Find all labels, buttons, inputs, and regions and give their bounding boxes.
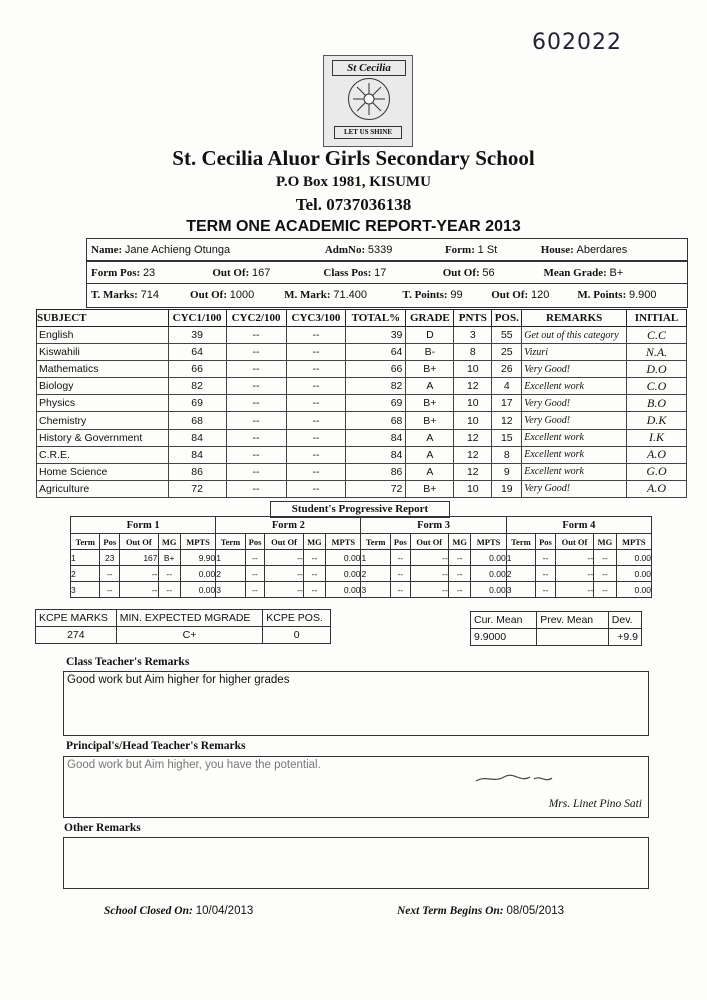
progress-cell: 0.00 — [326, 566, 361, 582]
mean-value-cell: +9.9 — [608, 629, 641, 646]
subject-row — [37, 361, 687, 378]
progress-cell: 23 — [100, 550, 120, 566]
marks-cell: -- — [286, 446, 346, 463]
info-row-1 — [87, 239, 687, 261]
progress-cell: 2 — [216, 566, 245, 582]
marks-cell: I.K — [627, 429, 687, 446]
progress-cell: 167 — [120, 550, 158, 566]
marks-cell: D.O — [627, 361, 687, 378]
marks-cell: B+ — [406, 361, 454, 378]
marks-cell: Mathematics — [37, 361, 169, 378]
progress-form-header: Form 1 — [71, 517, 216, 534]
closed-date: 10/04/2013 — [195, 905, 254, 917]
marks-cell: 12 — [454, 429, 492, 446]
progress-cell: -- — [390, 550, 410, 566]
marks-cell: 69 — [346, 395, 406, 412]
subject-row — [37, 480, 687, 497]
next-date: 08/05/2013 — [506, 905, 565, 917]
subject-row — [37, 429, 687, 446]
principal-remarks-text: Good work but Aim higher, you have the potential. — [67, 759, 321, 771]
mean-value-cell: 9.9000 — [471, 629, 537, 646]
marks-cell: Get out of this category — [522, 327, 627, 344]
closed-label: School Closed On: — [104, 905, 193, 917]
marks-cell: -- — [286, 463, 346, 480]
marks-cell: 15 — [492, 429, 522, 446]
marks-cell: Very Good! — [522, 361, 627, 378]
progress-cell: -- — [410, 550, 448, 566]
progress-cell: 1 — [506, 550, 535, 566]
marks-cell: 66 — [346, 361, 406, 378]
kcpe-header-cell: MIN. EXPECTED MGRADE — [116, 610, 263, 627]
progress-cell: 3 — [71, 582, 100, 598]
marks-cell: 84 — [168, 429, 226, 446]
progress-subheader-cell: Pos — [245, 534, 265, 550]
marks-cell: G.O — [627, 463, 687, 480]
mpoints-value: 9.900 — [629, 288, 657, 301]
marks-cell: A.O — [627, 446, 687, 463]
principal-remarks-title: Principal's/Head Teacher's Remarks — [66, 740, 246, 752]
kcpe-table — [35, 609, 331, 644]
name-label: Name: — [91, 243, 123, 256]
progress-cell: -- — [245, 550, 265, 566]
marks-cell: 64 — [168, 344, 226, 361]
progress-subheader-cell: Term — [216, 534, 245, 550]
outof-label: Out Of: — [190, 288, 227, 301]
progress-subheader-cell: MG — [158, 534, 180, 550]
marks-cell: C.O — [627, 378, 687, 395]
outof-label: Out Of: — [491, 288, 529, 301]
marks-cell: 55 — [492, 327, 522, 344]
progress-subheader-cell: MG — [303, 534, 325, 550]
marks-cell: 86 — [168, 463, 226, 480]
crest-emblem-icon — [348, 78, 390, 120]
marks-cell: 84 — [346, 446, 406, 463]
progress-cell: 0.00 — [616, 566, 651, 582]
marks-cell: 64 — [346, 344, 406, 361]
marks-cell: Very Good! — [522, 395, 627, 412]
marks-header-cell: CYC1/100 — [168, 310, 226, 327]
school-tel: Tel. 0737036138 — [295, 195, 412, 214]
marks-cell: Chemistry — [37, 412, 169, 429]
progress-cell: 2 — [71, 566, 100, 582]
marks-cell: B+ — [406, 480, 454, 497]
marks-cell: -- — [286, 412, 346, 429]
progress-cell: -- — [555, 566, 593, 582]
marks-cell: 39 — [346, 327, 406, 344]
marks-cell: 12 — [454, 378, 492, 395]
marks-cell: 10 — [454, 395, 492, 412]
progress-cell: -- — [555, 550, 593, 566]
progress-subheader-cell: Term — [71, 534, 100, 550]
progress-term-row — [71, 566, 652, 582]
marks-cell: Excellent work — [522, 429, 627, 446]
marks-cell: C.C — [627, 327, 687, 344]
subject-row — [37, 378, 687, 395]
marks-cell: A — [406, 446, 454, 463]
marks-cell: 10 — [454, 361, 492, 378]
outof-value: 120 — [530, 288, 550, 301]
progress-subheader-cell: MPTS — [616, 534, 651, 550]
marks-cell: B.O — [627, 395, 687, 412]
outof-label: Out Of: — [212, 266, 250, 279]
tpoints-value: 99 — [450, 288, 463, 301]
mmark-label: M. Mark: — [284, 288, 331, 301]
report-title: TERM ONE ACADEMIC REPORT-YEAR 2013 — [186, 218, 521, 235]
mmark-value: 71.400 — [333, 288, 367, 301]
house-label: House: — [540, 243, 574, 256]
subject-row — [37, 327, 687, 344]
marks-cell: D.K — [627, 412, 687, 429]
progress-subheader-cell: MG — [448, 534, 470, 550]
marks-cell: 25 — [492, 344, 522, 361]
marks-cell: C.R.E. — [37, 446, 169, 463]
marks-cell: -- — [226, 378, 286, 395]
marks-cell: -- — [286, 395, 346, 412]
marks-cell: 39 — [168, 327, 226, 344]
marks-cell: A — [406, 378, 454, 395]
outof-value: 167 — [252, 266, 271, 279]
marks-header-cell: GRADE — [406, 310, 454, 327]
crest-title: St Cecilia — [332, 60, 406, 76]
formpos-label: Form Pos: — [91, 266, 141, 279]
next-label: Next Term Begins On: — [397, 905, 504, 917]
progress-cell: -- — [100, 582, 120, 598]
marks-cell: 69 — [168, 395, 226, 412]
marks-header-row — [37, 310, 687, 327]
progress-cell: -- — [100, 566, 120, 582]
kcpe-header-cell: KCPE MARKS — [36, 610, 117, 627]
marks-cell: -- — [286, 327, 346, 344]
progress-cell: -- — [120, 566, 158, 582]
marks-cell: Very Good! — [522, 412, 627, 429]
mean-header-cell: Prev. Mean — [537, 612, 609, 629]
outof-label: Out Of: — [442, 266, 480, 279]
marks-cell: 10 — [454, 412, 492, 429]
progress-subheader-cell: Out Of — [410, 534, 448, 550]
progress-cell: -- — [594, 550, 616, 566]
marks-cell: Biology — [37, 378, 169, 395]
marks-cell: 68 — [346, 412, 406, 429]
progress-subheader-cell: MG — [594, 534, 616, 550]
marks-cell: 68 — [168, 412, 226, 429]
adm-label: AdmNo: — [324, 243, 366, 256]
progress-cell: -- — [303, 566, 325, 582]
outof-value: 1000 — [229, 288, 255, 301]
kcpe-header-cell: KCPE POS. — [263, 610, 331, 627]
progress-cell: 3 — [216, 582, 245, 598]
marks-cell: 66 — [168, 361, 226, 378]
marks-cell: -- — [226, 327, 286, 344]
progress-cell: 0.00 — [326, 550, 361, 566]
marks-cell: Excellent work — [522, 446, 627, 463]
marks-cell: B+ — [406, 412, 454, 429]
kcpe-value-cell: 274 — [36, 627, 117, 644]
progress-cell: -- — [536, 550, 556, 566]
progress-cell: -- — [265, 582, 303, 598]
progress-cell: 0.00 — [616, 582, 651, 598]
marks-cell: -- — [226, 446, 286, 463]
marks-header-cell: SUBJECT — [37, 310, 169, 327]
subject-row — [37, 395, 687, 412]
marks-cell: English — [37, 327, 169, 344]
marks-cell: 8 — [492, 446, 522, 463]
house-value: Aberdares — [576, 243, 628, 256]
class-teacher-remarks-text: Good work but Aim higher for higher grades — [67, 674, 290, 686]
school-name: St. Cecilia Aluor Girls Secondary School — [172, 146, 535, 170]
marks-cell: Excellent work — [522, 463, 627, 480]
progress-cell: -- — [555, 582, 593, 598]
marks-cell: 12 — [492, 412, 522, 429]
progress-cell: 0.00 — [471, 582, 506, 598]
progress-cell: 9.90 — [180, 550, 215, 566]
progress-subheader-cell: MPTS — [471, 534, 506, 550]
progress-cell: -- — [448, 566, 470, 582]
marks-cell: 84 — [346, 429, 406, 446]
progress-form-header: Form 3 — [361, 517, 506, 534]
other-remarks-box — [63, 837, 649, 889]
progress-cell: -- — [303, 582, 325, 598]
progress-subheader-row — [71, 534, 652, 550]
marks-header-cell: INITIAL — [627, 310, 687, 327]
kcpe-header-row — [36, 610, 331, 627]
principal-signature-icon — [474, 771, 554, 792]
progress-cell: -- — [245, 582, 265, 598]
marks-cell: A — [406, 463, 454, 480]
marks-cell: Agriculture — [37, 480, 169, 497]
mean-table — [470, 611, 642, 646]
marks-header-cell: CYC2/100 — [226, 310, 286, 327]
marks-cell: -- — [226, 395, 286, 412]
crest-motto: LET US SHINE — [334, 126, 402, 139]
marks-cell: Home Science — [37, 463, 169, 480]
other-remarks-text — [64, 838, 648, 842]
progress-term-row — [71, 582, 652, 598]
marks-cell: 86 — [346, 463, 406, 480]
marks-cell: B- — [406, 344, 454, 361]
progress-subheader-cell: Pos — [536, 534, 556, 550]
adm-number: 5339 — [367, 243, 393, 256]
progress-term-row — [71, 550, 652, 566]
progress-subheader-cell: MPTS — [326, 534, 361, 550]
marks-cell: Very Good! — [522, 480, 627, 497]
progress-cell: 0.00 — [616, 550, 651, 566]
marks-cell: Physics — [37, 395, 169, 412]
marks-header-cell: CYC3/100 — [286, 310, 346, 327]
mean-values-row — [471, 629, 642, 646]
kcpe-value-cell: C+ — [116, 627, 263, 644]
marks-cell: B+ — [406, 395, 454, 412]
marks-cell: A — [406, 429, 454, 446]
marks-cell: 84 — [168, 446, 226, 463]
progress-cell: 2 — [506, 566, 535, 582]
progress-cell: 0.00 — [471, 566, 506, 582]
principal-remarks-box — [63, 756, 649, 818]
marks-cell: -- — [286, 344, 346, 361]
progress-cell: -- — [390, 582, 410, 598]
mpoints-label: M. Points: — [577, 288, 627, 301]
progress-cell: -- — [594, 566, 616, 582]
progress-table — [70, 516, 652, 598]
mean-header-row — [471, 612, 642, 629]
progress-subheader-cell: Pos — [390, 534, 410, 550]
progress-cell: -- — [536, 582, 556, 598]
progress-title: Student's Progressive Report — [291, 503, 429, 515]
marks-cell: A.O — [627, 480, 687, 497]
marks-cell: 19 — [492, 480, 522, 497]
progress-cell: 0.00 — [180, 582, 215, 598]
marks-header-cell: TOTAL% — [346, 310, 406, 327]
marks-cell: -- — [226, 429, 286, 446]
progress-subheader-cell: Term — [506, 534, 535, 550]
progress-cell: -- — [448, 582, 470, 598]
progress-cell: 3 — [506, 582, 535, 598]
marks-header-cell: PNTS — [454, 310, 492, 327]
marks-cell: 12 — [454, 446, 492, 463]
progress-cell: -- — [158, 566, 180, 582]
progress-cell: 1 — [216, 550, 245, 566]
tmarks-value: 714 — [140, 288, 159, 301]
mean-header-cell: Dev. — [608, 612, 641, 629]
marks-cell: -- — [226, 463, 286, 480]
progress-subheader-cell: Pos — [100, 534, 120, 550]
progress-subheader-cell: Term — [361, 534, 390, 550]
marks-cell: 10 — [454, 480, 492, 497]
other-remarks-title: Other Remarks — [64, 822, 141, 834]
next-term — [397, 905, 564, 917]
progress-cell: 1 — [361, 550, 390, 566]
progress-cell: -- — [265, 566, 303, 582]
progress-form-header: Form 2 — [216, 517, 361, 534]
marks-cell: 3 — [454, 327, 492, 344]
tpoints-label: T. Points: — [402, 288, 448, 301]
classpos-value: 17 — [374, 266, 387, 279]
info-row-2 — [87, 262, 687, 284]
progress-subheader-cell: Out Of — [265, 534, 303, 550]
progress-cell: 1 — [71, 550, 100, 566]
marks-header-cell: REMARKS — [522, 310, 627, 327]
marks-cell: D — [406, 327, 454, 344]
progress-cell: 0.00 — [180, 566, 215, 582]
marks-cell: -- — [286, 480, 346, 497]
principal-name: Mrs. Linet Pino Sati — [548, 798, 642, 810]
progress-subheader-cell: Out Of — [120, 534, 158, 550]
marks-table — [36, 309, 687, 498]
class-teacher-remarks-title: Class Teacher's Remarks — [66, 656, 190, 668]
progress-cell: -- — [158, 582, 180, 598]
mean-value-cell — [537, 629, 609, 646]
marks-cell: 8 — [454, 344, 492, 361]
tmarks-label: T. Marks: — [91, 288, 138, 301]
progress-cell: 0.00 — [471, 550, 506, 566]
subject-row — [37, 463, 687, 480]
progress-forms-row — [71, 517, 652, 534]
mean-header-cell: Cur. Mean — [471, 612, 537, 629]
student-name: Jane Achieng Otunga — [124, 243, 231, 256]
student-info-box — [86, 238, 688, 308]
marks-cell: -- — [286, 378, 346, 395]
progress-cell: 0.00 — [326, 582, 361, 598]
progress-subheader-cell: Out Of — [555, 534, 593, 550]
formpos-value: 23 — [142, 266, 156, 279]
marks-header-cell: POS. — [492, 310, 522, 327]
marks-cell: 9 — [492, 463, 522, 480]
marks-cell: -- — [226, 480, 286, 497]
marks-cell: 82 — [346, 378, 406, 395]
subject-row — [37, 412, 687, 429]
progress-cell: -- — [390, 566, 410, 582]
marks-cell: -- — [286, 361, 346, 378]
marks-cell: -- — [226, 361, 286, 378]
marks-cell: History & Government — [37, 429, 169, 446]
outof-value: 56 — [482, 266, 495, 279]
marks-cell: Vizuri — [522, 344, 627, 361]
marks-cell: Kiswahili — [37, 344, 169, 361]
progress-cell: -- — [120, 582, 158, 598]
progress-cell: -- — [265, 550, 303, 566]
progress-cell: 2 — [361, 566, 390, 582]
marks-cell: 72 — [168, 480, 226, 497]
progress-cell: -- — [410, 582, 448, 598]
marks-cell: Excellent work — [522, 378, 627, 395]
progress-cell: -- — [303, 550, 325, 566]
progress-form-header: Form 4 — [506, 517, 651, 534]
marks-cell: 4 — [492, 378, 522, 395]
meangrade-label: Mean Grade: — [543, 266, 607, 279]
marks-cell: -- — [226, 344, 286, 361]
class-teacher-remarks-box — [63, 671, 649, 736]
subject-row — [37, 344, 687, 361]
marks-cell: 82 — [168, 378, 226, 395]
marks-cell: 12 — [454, 463, 492, 480]
classpos-label: Class Pos: — [323, 266, 372, 279]
form-label: Form: — [444, 243, 475, 256]
progress-cell: B+ — [158, 550, 180, 566]
marks-cell: 26 — [492, 361, 522, 378]
info-row-3 — [87, 284, 687, 306]
meangrade-value: B+ — [609, 266, 624, 279]
progress-cell: -- — [536, 566, 556, 582]
progress-cell: 3 — [361, 582, 390, 598]
kcpe-value-cell: 0 — [263, 627, 331, 644]
subject-row — [37, 446, 687, 463]
marks-cell: -- — [286, 429, 346, 446]
marks-cell: 17 — [492, 395, 522, 412]
progress-subheader-cell: MPTS — [180, 534, 215, 550]
progress-cell: -- — [245, 566, 265, 582]
marks-cell: 72 — [346, 480, 406, 497]
school-crest — [323, 55, 413, 147]
school-address: P.O Box 1981, KISUMU — [276, 174, 431, 190]
kcpe-values-row — [36, 627, 331, 644]
progress-cell: -- — [448, 550, 470, 566]
marks-cell: N.A. — [627, 344, 687, 361]
marks-cell: -- — [226, 412, 286, 429]
progress-cell: -- — [594, 582, 616, 598]
progress-cell: -- — [410, 566, 448, 582]
form-value: 1 St — [477, 243, 498, 256]
school-closed — [104, 905, 253, 917]
handwritten-id: 602022 — [532, 30, 622, 55]
